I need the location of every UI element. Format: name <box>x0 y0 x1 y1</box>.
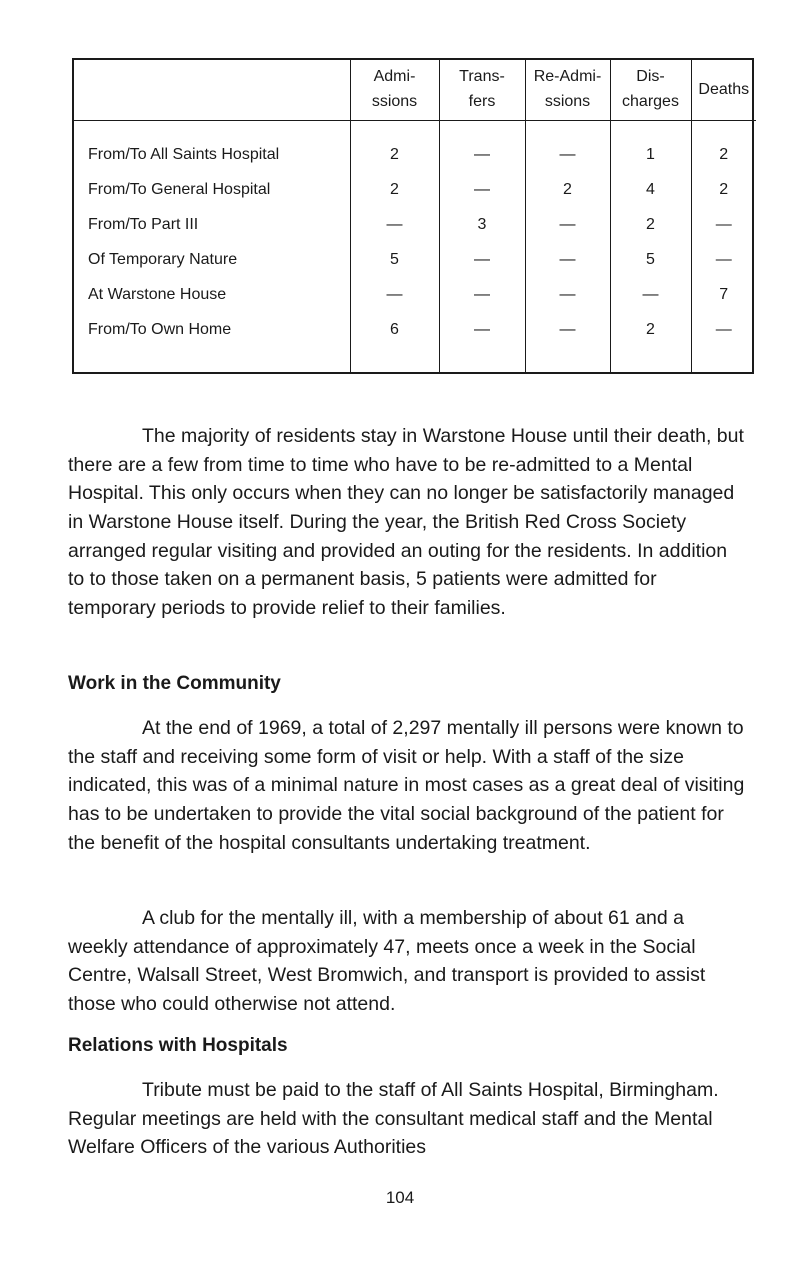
cell: 2 <box>350 172 439 207</box>
paragraph-text: A club for the mentally ill, with a membership of about 61 and a weekly attendance of approximately 47, meets once a week in the Social Centre, Walsall Street, West Bromwich, and transport is provided to assist those who could otherwise not attend. <box>68 907 706 1015</box>
cell: — <box>525 277 610 312</box>
cell: 2 <box>610 207 691 242</box>
header-transfers: Trans- fers <box>439 60 525 121</box>
cell: — <box>439 172 525 207</box>
cell: — <box>691 312 756 347</box>
cell: 2 <box>350 137 439 172</box>
header-discharges: Dis- charges <box>610 60 691 121</box>
header-admissions: Admi- ssions <box>350 60 439 121</box>
row-label: At Warstone House <box>88 285 227 303</box>
row-label: From/To Part III <box>88 215 199 233</box>
cell: — <box>691 207 756 242</box>
paragraph-work <box>68 714 748 857</box>
header-deaths: Deaths <box>691 60 756 121</box>
table-row <box>74 137 756 172</box>
cell: 1 <box>610 137 691 172</box>
table-header-row <box>74 60 756 121</box>
paragraph-residents <box>68 422 748 623</box>
statistics-table <box>72 58 754 374</box>
row-label: Of Temporary Nature <box>88 250 238 268</box>
paragraph-relations <box>68 1076 748 1162</box>
cell: 6 <box>350 312 439 347</box>
cell: — <box>525 207 610 242</box>
cell: 4 <box>610 172 691 207</box>
table-row <box>74 207 756 242</box>
cell: 2 <box>525 172 610 207</box>
paragraph-text: The majority of residents stay in Warstone House until their death, but there are a few from time to time who have to be re-admitted to a Mental Hospital. This only occurs when they can no longer be satisfactorily managed in Warstone House itself. During the year, the British Red Cross Society arranged regular visiting and provided an outing for the residents. In addition to to those taken on a permanent basis, 5 patients were admitted for temporary periods to provide relief to their families. <box>68 425 744 619</box>
cell: — <box>439 277 525 312</box>
cell: — <box>610 277 691 312</box>
row-label: From/To Own Home <box>88 320 232 338</box>
cell: 5 <box>610 242 691 277</box>
cell: 2 <box>610 312 691 347</box>
header-blank <box>74 60 350 121</box>
cell: — <box>525 312 610 347</box>
cell: — <box>525 137 610 172</box>
cell: 2 <box>691 137 756 172</box>
cell: — <box>439 137 525 172</box>
row-label: From/To General Hospital <box>88 180 271 198</box>
cell: 3 <box>439 207 525 242</box>
table-row <box>74 312 756 347</box>
cell: — <box>350 277 439 312</box>
heading-text: Relations with Hospitals <box>68 1035 288 1056</box>
table-row <box>74 172 756 207</box>
header-readmissions: Re-Admi- ssions <box>525 60 610 121</box>
paragraph-text: Tribute must be paid to the staff of All Saints Hospital, Birmingham. Regular meetings are held with the consultant medical staff and the Mental Welfare Officers of the various Authorities <box>68 1079 719 1159</box>
heading-text: Work in the Community <box>68 673 281 694</box>
paragraph-club <box>68 904 748 1019</box>
section-heading-work <box>68 670 748 698</box>
cell: — <box>439 242 525 277</box>
paragraph-text: At the end of 1969, a total of 2,297 mentally ill persons were known to the staff and receiving some form of visit or help. With a staff of the size indicated, this was of a minimal nature in most cases as a great deal of visiting has to be undertaken to provide the vital social background of the patient for the benefit of the hospital consultants undertaking treatment. <box>68 717 745 854</box>
table-row <box>74 277 756 312</box>
table-row <box>74 242 756 277</box>
row-label: From/To All Saints Hospital <box>88 145 280 163</box>
cell: 2 <box>691 172 756 207</box>
cell: — <box>439 312 525 347</box>
cell: 7 <box>691 277 756 312</box>
cell: 5 <box>350 242 439 277</box>
section-heading-relations <box>68 1032 748 1060</box>
cell: — <box>525 242 610 277</box>
cell: — <box>350 207 439 242</box>
cell: — <box>691 242 756 277</box>
page-number: 104 <box>385 1188 415 1207</box>
